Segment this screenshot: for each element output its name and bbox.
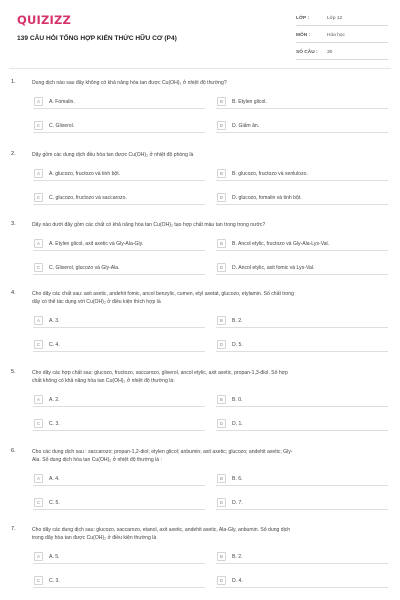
option-text: C. Glixerol, glucozo và Gly-Ala.	[49, 264, 120, 271]
option-text: A. Fomalin.	[49, 98, 75, 105]
option-text: D. Ancol etylic, axit fomic và Lys-Val.	[232, 264, 315, 271]
option-letter-box: D	[217, 193, 226, 202]
meta-value: 30	[327, 50, 333, 55]
answer-option-c[interactable]	[33, 498, 205, 510]
question-line: Dung dịch nào sau đây không có khả năng hòa tan được Cu(OH)₂ ở nhiệt độ thường?	[32, 80, 227, 86]
option-letter-box: B	[217, 169, 226, 178]
option-text: C. 3.	[49, 577, 60, 584]
question-line: trong dãy hòa tan được Cu(OH)₂ ở điều kiện thường là	[32, 535, 157, 542]
meta-subject-row	[296, 29, 388, 43]
option-letter-box: D	[217, 498, 226, 507]
option-text: C. 3.	[49, 420, 60, 427]
question-header	[0, 369, 400, 386]
option-text: D. glucozo, fomalin và tinh bột.	[232, 194, 302, 201]
option-letter-box: A	[34, 169, 43, 178]
option-letter-box: C	[34, 263, 43, 272]
worksheet-title: 139 CÂU HỎI TỔNG HỢP KIẾN THỨC HỮU CƠ (P4)	[17, 35, 177, 42]
option-letter-box: C	[34, 340, 43, 349]
option-text: D. 5.	[232, 341, 243, 348]
answer-option-c[interactable]	[33, 340, 205, 352]
option-letter-box: B	[217, 552, 226, 561]
question-number: 6.	[11, 448, 16, 454]
question-number: 4.	[11, 290, 16, 296]
option-letter-box: B	[217, 316, 226, 325]
question-line: Cho các dung dịch sau : saccarozo; propan-1,2-diol; etylen glicol; anbumin; axit axetic; glucozo; andehit axetic; Gly-	[32, 449, 293, 455]
answer-option-b[interactable]	[216, 395, 388, 407]
answer-option-c[interactable]	[33, 576, 205, 588]
question-header	[0, 151, 400, 159]
answer-option-c[interactable]	[33, 193, 205, 205]
meta-value: Lớp 12	[327, 16, 343, 21]
question-header	[0, 448, 400, 465]
option-letter-box: A	[34, 316, 43, 325]
answer-option-a[interactable]	[33, 552, 205, 564]
option-letter-box: A	[34, 395, 43, 404]
option-text: B. Etylen glicol.	[232, 98, 267, 105]
quizizz-logo: QUIZIZZ	[17, 13, 72, 27]
option-letter-box: D	[217, 340, 226, 349]
option-text: B. 2.	[232, 553, 243, 560]
answer-option-d[interactable]	[216, 263, 388, 275]
question-header	[0, 79, 400, 87]
answer-option-c[interactable]	[33, 263, 205, 275]
option-letter-box: C	[34, 121, 43, 130]
option-text: A. glucozo, fructozo và tinh bột.	[49, 170, 121, 177]
question-header	[0, 290, 400, 307]
answer-option-d[interactable]	[216, 340, 388, 352]
meta-count-row	[296, 46, 388, 60]
answer-option-a[interactable]	[33, 316, 205, 328]
worksheet-header	[0, 0, 400, 68]
question-block	[0, 448, 400, 506]
question-line: Ala. Số dung dịch hòa tan Cu(OH)₂ ở nhiệt độ thường là :	[32, 457, 162, 464]
question-block	[0, 369, 400, 427]
option-letter-box: A	[34, 474, 43, 483]
question-block	[0, 151, 400, 201]
option-text: B. 6.	[232, 475, 243, 482]
question-text	[32, 79, 377, 87]
question-line: Cho dãy các dung dịch sau: glucozo, saccarozo, etanol, axit axetic, andehit axetic, Ala-Gly, anbumin. Số dung dịch	[32, 527, 291, 533]
option-text: C. 5.	[49, 499, 60, 506]
question-line: Cho dãy các hợp chất sau: glucozo, fructozo, saccarozo, glixerol, ancol etylic, axit axetic, propan-1,3-điol. Số hợp	[32, 370, 288, 376]
answer-option-b[interactable]	[216, 316, 388, 328]
option-letter-box: B	[217, 239, 226, 248]
answer-option-b[interactable]	[216, 97, 388, 109]
answer-option-c[interactable]	[33, 419, 205, 431]
answer-option-d[interactable]	[216, 498, 388, 510]
option-letter-box: B	[217, 97, 226, 106]
meta-label: LỚP :	[296, 16, 310, 21]
option-text: A. Etylen glicol, axit axetic và Gly-Ala-Gly.	[49, 240, 144, 247]
question-header	[0, 526, 400, 543]
option-letter-box: D	[217, 121, 226, 130]
question-line: Cho dãy các chất sau: axit axetic, andehit fomic, ancol benzylic, cumen, etyl axetat, glucozo, etylamin. Số chất trong	[32, 291, 294, 297]
option-text: B. 0.	[232, 396, 243, 403]
answer-option-a[interactable]	[33, 169, 205, 181]
option-letter-box: C	[34, 193, 43, 202]
question-text	[32, 221, 377, 229]
option-letter-box: A	[34, 97, 43, 106]
option-text: A. 5.	[49, 553, 60, 560]
option-text: D. 4.	[232, 577, 243, 584]
answer-option-a[interactable]	[33, 97, 205, 109]
question-block	[0, 79, 400, 129]
answer-option-c[interactable]	[33, 121, 205, 133]
option-letter-box: C	[34, 419, 43, 428]
answer-option-a[interactable]	[33, 239, 205, 251]
answer-option-b[interactable]	[216, 474, 388, 486]
answer-option-d[interactable]	[216, 576, 388, 588]
answer-option-b[interactable]	[216, 552, 388, 564]
option-text: B. Ancol etylic, fructozo và Gly-Ala-Lys-Val.	[232, 240, 330, 247]
option-letter-box: C	[34, 498, 43, 507]
answer-option-d[interactable]	[216, 193, 388, 205]
option-text: C. Glixerol.	[49, 122, 75, 129]
question-header	[0, 221, 400, 229]
option-letter-box: A	[34, 552, 43, 561]
question-block	[0, 290, 400, 348]
question-text	[32, 290, 377, 307]
question-number: 1.	[11, 79, 16, 85]
question-line: Dãy gồm các dung dịch đều hòa tan được Cu(OH)₂ ở nhiệt độ phòng là	[32, 152, 194, 158]
option-text: A. 2.	[49, 396, 60, 403]
option-text: C. glucozo, fructozo và saccarozo.	[49, 194, 127, 201]
option-text: D. 7.	[232, 499, 243, 506]
option-letter-box: D	[217, 263, 226, 272]
option-text: D. 1.	[232, 420, 243, 427]
answer-option-a[interactable]	[33, 395, 205, 407]
option-letter-box: B	[217, 474, 226, 483]
option-letter-box: D	[217, 576, 226, 585]
answer-option-b[interactable]	[216, 169, 388, 181]
option-text: B. glucozo, fructozo và xenlulozo.	[232, 170, 308, 177]
meta-label: MÔN :	[296, 33, 311, 38]
question-block	[0, 221, 400, 271]
option-text: A. 3.	[49, 317, 60, 324]
answer-option-d[interactable]	[216, 121, 388, 133]
worksheet-meta	[296, 12, 388, 63]
question-text	[32, 448, 377, 465]
question-block	[0, 526, 400, 584]
question-line: chất không có khả năng hòa tan Cu(OH)₂ ở nhiệt độ thường là:	[32, 378, 175, 385]
answer-option-a[interactable]	[33, 474, 205, 486]
question-line: dãy có thể tác dụng với Cu(OH)₂ ở điều kiện thích hợp là	[32, 299, 161, 306]
question-line: Dãy nào dưới đây gồm các chất có khả năng hòa tan Cu(OH)₂ tạo hợp chất màu tan trong trong nước?	[32, 222, 266, 228]
option-letter-box: D	[217, 419, 226, 428]
answer-option-d[interactable]	[216, 419, 388, 431]
question-number: 5.	[11, 369, 16, 375]
question-number: 2.	[11, 151, 16, 157]
header-divider	[9, 68, 391, 69]
option-text: B. 2.	[232, 317, 243, 324]
question-text	[32, 151, 377, 159]
question-number: 3.	[11, 221, 16, 227]
meta-label: SỐ CÂU :	[296, 50, 318, 55]
option-text: D. Giấm ăn.	[232, 122, 260, 129]
question-number: 7.	[11, 526, 16, 532]
option-text: A. 4.	[49, 475, 60, 482]
option-letter-box: A	[34, 239, 43, 248]
meta-value: Hóa học	[327, 33, 345, 38]
question-text	[32, 369, 377, 386]
option-text: C. 4.	[49, 341, 60, 348]
meta-class-row	[296, 12, 388, 26]
option-letter-box: B	[217, 395, 226, 404]
answer-option-b[interactable]	[216, 239, 388, 251]
option-letter-box: C	[34, 576, 43, 585]
question-text	[32, 526, 377, 543]
